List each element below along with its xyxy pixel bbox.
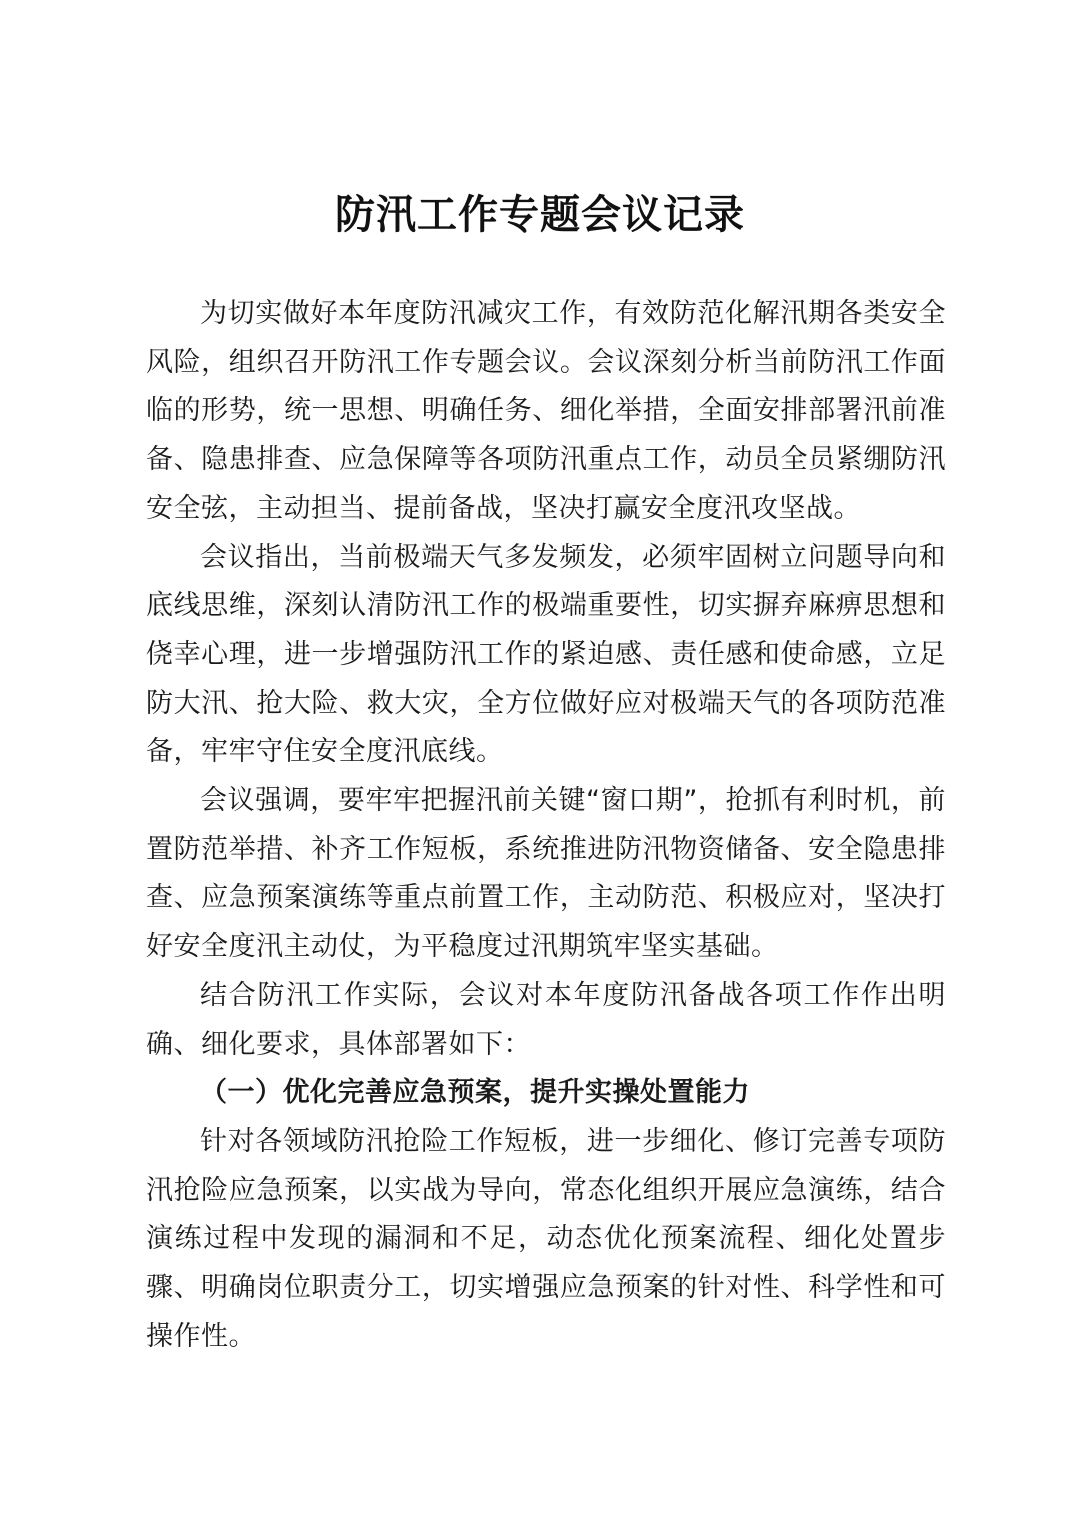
document-body: [146, 290, 946, 1361]
paragraph-meeting-pointed-out: 会议指出，当前极端天气多发频发，必须牢固树立问题导向和底线思维，深刻认清防汛工作的极端重要性，切实摒弃麻痹思想和侥幸心理，进一步增强防汛工作的紧迫感、责任感和使命感，立足防大汛、抢大险、救大灾，全方位做好应对极端天气的各项防范准备，牢牢守住安全度汛底线。: [146, 541, 946, 768]
paragraph-deployment-intro: 结合防汛工作实际，会议对本年度防汛备战各项工作作出明确、细化要求，具体部署如下：: [146, 979, 946, 1060]
section-heading-1: （一）优化完善应急预案，提升实操处置能力: [200, 1077, 750, 1109]
paragraph-section-1: 针对各领域防汛抢险工作短板，进一步细化、修订完善专项防汛抢险应急预案，以实战为导向，常态化组织开展应急演练，结合演练过程中发现的漏洞和不足，动态优化预案流程、细化处置步骤、明确岗位职责分工，切实增强应急预案的针对性、科学性和可操作性。: [146, 1125, 946, 1352]
paragraph-intro: 为切实做好本年度防汛减灾工作，有效防范化解汛期各类安全风险，组织召开防汛工作专题会议。会议深刻分析当前防汛工作面临的形势，统一思想、明确任务、细化举措，全面安排部署汛前准备、隐患排查、应急保障等各项防汛重点工作，动员全员紧绷防汛安全弦，主动担当、提前备战，坚决打赢安全度汛攻坚战。: [146, 298, 946, 524]
document-title: 防汛工作专题会议记录: [335, 191, 745, 238]
paragraph-meeting-emphasized: 会议强调，要牢牢把握汛前关键“窗口期”，抢抓有利时机，前置防范举措、补齐工作短板，系统推进防汛物资储备、安全隐患排查、应急预案演练等重点前置工作，主动防范、积极应对，坚决打好安全度汛主动仗，为平稳度过汛期筑牢坚实基础。: [146, 785, 946, 963]
